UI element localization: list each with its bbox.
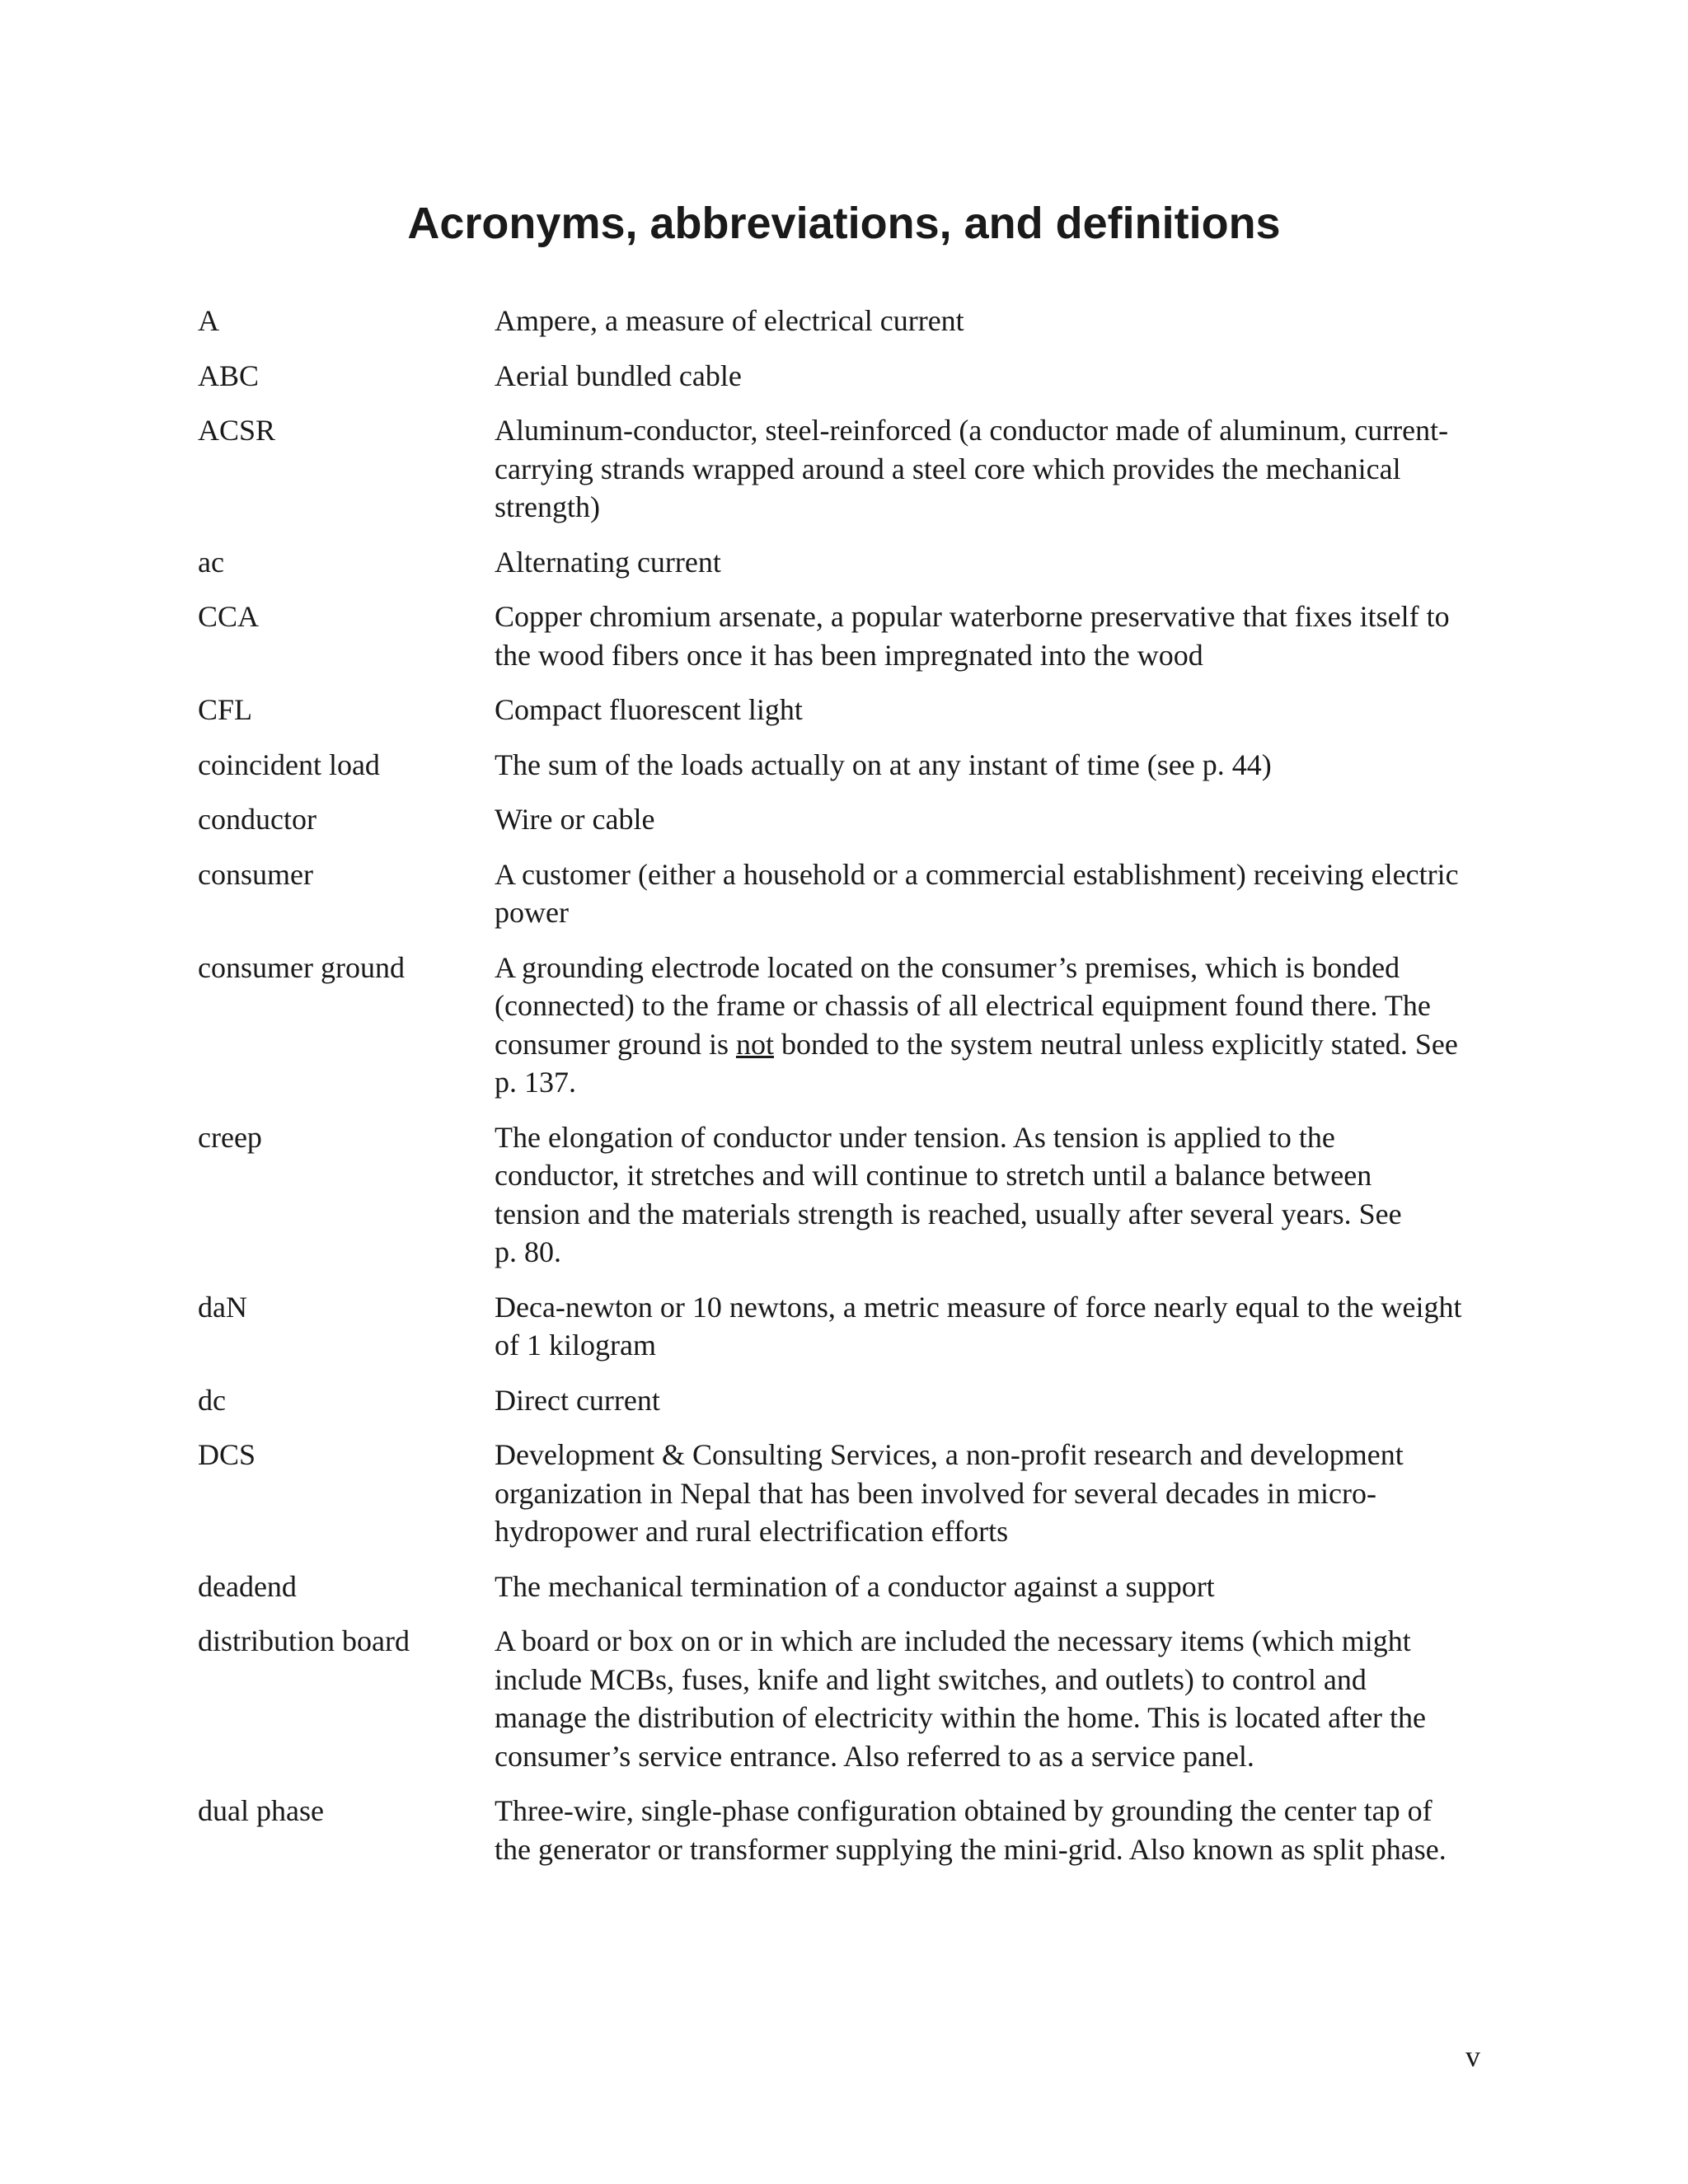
definition: [495, 598, 1500, 674]
glossary-entry-acsr: [198, 411, 1500, 527]
definition-line: The mechanical termination of a conductor against a support: [495, 1569, 1215, 1603]
definition-line: of 1 kilogram: [495, 1329, 656, 1361]
glossary-entry-dual-phase: [198, 1792, 1500, 1868]
definition: [495, 1381, 1500, 1420]
definition: [495, 1288, 1500, 1365]
term: ABC: [198, 359, 260, 392]
definition-line: strength): [495, 490, 600, 523]
term: dc: [198, 1383, 226, 1417]
glossary-entry-dan: [198, 1288, 1500, 1365]
term: distribution board: [198, 1624, 410, 1657]
definition-line: hydropower and rural electrification efforts: [495, 1515, 1009, 1548]
definition: [495, 1118, 1500, 1272]
definition-line: Wire or cable: [495, 803, 655, 836]
definition-line: tension and the materials strength is reached, usually after several years. See: [495, 1197, 1402, 1230]
glossary-entry-cfl: [198, 691, 1500, 729]
glossary-entry-a: [198, 302, 1500, 340]
definition-line: Copper chromium arsenate, a popular waterborne preservative that fixes itself to: [495, 600, 1450, 633]
definition: [495, 543, 1500, 582]
definition: [495, 1622, 1500, 1775]
glossary-entry-ac: [198, 543, 1500, 582]
definition-line: (connected) to the frame or chassis of all electrical equipment found there. The: [495, 989, 1431, 1022]
definition-line: The sum of the loads actually on at any instant of time (see p. 44): [495, 748, 1272, 781]
term: ac: [198, 545, 224, 579]
glossary-entry-dcs: [198, 1436, 1500, 1551]
definition: [495, 855, 1500, 932]
term: daN: [198, 1290, 247, 1324]
term: ACSR: [198, 414, 276, 447]
definition-line: include MCBs, fuses, knife and light switches, and outlets) to control and: [495, 1662, 1367, 1696]
term: creep: [198, 1120, 262, 1154]
glossary-entry-consumer: [198, 855, 1500, 932]
definition: [495, 949, 1500, 1102]
definition-line: Aluminum-conductor, steel-reinforced (a conductor made of aluminum, current-: [495, 414, 1449, 447]
term: dual phase: [198, 1794, 324, 1827]
term: consumer: [198, 857, 313, 891]
definition-line: manage the distribution of electricity within the home. This is located after the: [495, 1701, 1427, 1734]
definition: [495, 800, 1500, 839]
glossary-entry-distribution-board: [198, 1622, 1500, 1775]
definition: [495, 746, 1500, 785]
definition-line: A board or box on or in which are included the necessary items (which might: [495, 1624, 1411, 1657]
glossary-entry-consumer-ground: [198, 949, 1500, 1102]
glossary-entry-abc: [198, 357, 1500, 396]
definition-line: Direct current: [495, 1383, 660, 1417]
page-title: Acronyms, abbreviations, and definitions: [407, 199, 1281, 248]
definition-line: [495, 1025, 1500, 1064]
definition-line: A grounding electrode located on the consumer’s premises, which is bonded: [495, 950, 1400, 984]
glossary-list: [198, 302, 1500, 1885]
definition-text: bonded to the system neutral unless explicitly stated. See: [773, 1027, 1458, 1061]
definition: [495, 302, 1500, 340]
term: CFL: [198, 693, 253, 726]
definition-line: Ampere, a measure of electrical current: [495, 304, 964, 337]
definition-line: p. 137.: [495, 1066, 576, 1099]
definition: [495, 1568, 1500, 1606]
definition-line: carrying strands wrapped around a steel core which provides the mechanical: [495, 452, 1401, 485]
definition-line: Aerial bundled cable: [495, 359, 742, 392]
definition-line: organization in Nepal that has been involved for several decades in micro-: [495, 1476, 1376, 1510]
glossary-entry-coincident-load: [198, 746, 1500, 785]
glossary-entry-deadend: [198, 1568, 1500, 1606]
definition-line: Deca-newton or 10 newtons, a metric measure of force nearly equal to the weight: [495, 1290, 1462, 1324]
definition-line: the generator or transformer supplying the mini-grid. Also known as split phase.: [495, 1832, 1447, 1866]
definition-line: conductor, it stretches and will continue to stretch until a balance between: [495, 1159, 1372, 1192]
definition: [495, 1792, 1500, 1868]
underlined-text: not: [735, 1027, 774, 1061]
definition-text: consumer ground is: [495, 1027, 736, 1061]
term: A: [198, 304, 219, 337]
definition-line: A customer (either a household or a commercial establishment) receiving electric: [495, 857, 1459, 891]
glossary-entry-conductor: [198, 800, 1500, 839]
definition: [495, 1436, 1500, 1551]
definition: [495, 357, 1500, 396]
term: coincident load: [198, 748, 380, 781]
definition: [495, 691, 1500, 729]
term: deadend: [198, 1569, 297, 1603]
definition-line: Compact fluorescent light: [495, 693, 803, 726]
definition-line: Development & Consulting Services, a non-profit research and development: [495, 1438, 1404, 1471]
term: consumer ground: [198, 950, 405, 984]
definition-line: the wood fibers once it has been impregnated into the wood: [495, 638, 1203, 672]
glossary-entry-dc: [198, 1381, 1500, 1420]
term: CCA: [198, 600, 260, 633]
definition-line: Three-wire, single-phase configuration obtained by grounding the center tap of: [495, 1794, 1432, 1827]
term: DCS: [198, 1438, 256, 1471]
page-number: v: [1465, 2040, 1480, 2073]
definition-line: The elongation of conductor under tension. As tension is applied to the: [495, 1120, 1335, 1154]
definition-line: power: [495, 896, 569, 929]
definition: [495, 411, 1500, 527]
definition-line: Alternating current: [495, 545, 721, 579]
glossary-entry-cca: [198, 598, 1500, 674]
glossary-entry-creep: [198, 1118, 1500, 1272]
term: conductor: [198, 803, 316, 836]
definition-line: p. 80.: [495, 1235, 561, 1268]
definition-line: consumer’s service entrance. Also referred to as a service panel.: [495, 1739, 1254, 1773]
